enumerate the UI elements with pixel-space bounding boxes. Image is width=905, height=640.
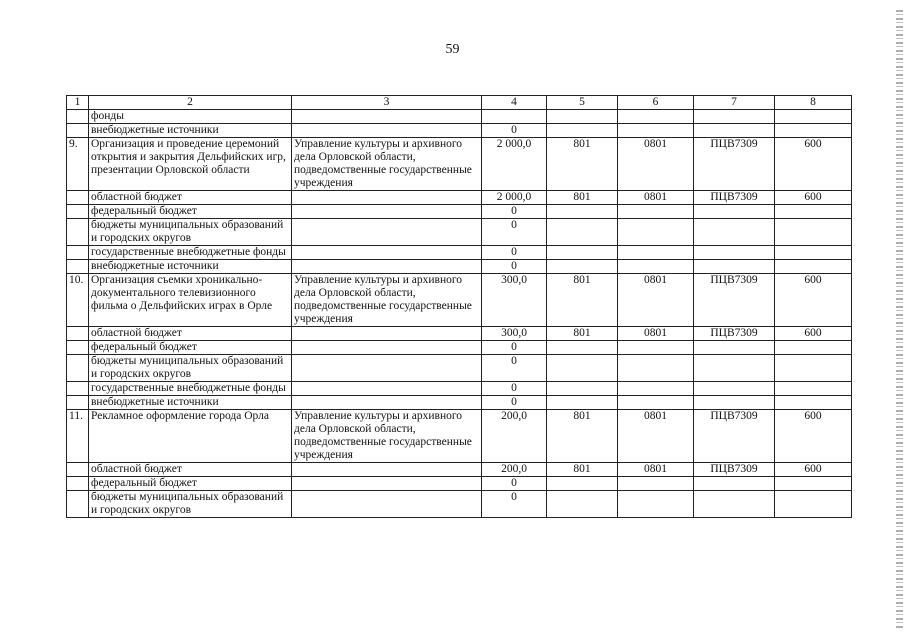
- code-cell: [547, 382, 618, 396]
- executor-text: Управление культуры и архивного дела Орловской области, подведомственные государственные учреждения: [292, 410, 482, 463]
- table-row: [67, 138, 852, 191]
- table-body: [67, 110, 852, 518]
- amount-cell: 200,0: [482, 463, 547, 477]
- section-cell: [618, 260, 694, 274]
- target-cell: [694, 382, 775, 396]
- type-cell: 600: [775, 327, 852, 341]
- executor-text: [292, 124, 482, 138]
- type-cell: 600: [775, 410, 852, 463]
- item-text: внебюджетные источники: [89, 260, 292, 274]
- row-index: [67, 355, 89, 382]
- executor-text: [292, 219, 482, 246]
- row-index: [67, 463, 89, 477]
- col-header: 4: [482, 96, 547, 110]
- page-number: 59: [445, 42, 460, 57]
- target-cell: [694, 246, 775, 260]
- code-cell: [547, 219, 618, 246]
- table-row: [67, 355, 852, 382]
- type-cell: [775, 477, 852, 491]
- section-cell: 0801: [618, 138, 694, 191]
- code-cell: [547, 205, 618, 219]
- section-cell: 0801: [618, 327, 694, 341]
- row-index: [67, 191, 89, 205]
- executor-text: Управление культуры и архивного дела Орловской области, подведомственные государственные учреждения: [292, 274, 482, 327]
- type-cell: [775, 491, 852, 518]
- item-text: областной бюджет: [89, 463, 292, 477]
- code-cell: 801: [547, 274, 618, 327]
- target-cell: [694, 260, 775, 274]
- target-cell: ПЦВ7309: [694, 274, 775, 327]
- target-cell: [694, 341, 775, 355]
- amount-cell: 0: [482, 341, 547, 355]
- section-cell: [618, 491, 694, 518]
- section-cell: [618, 110, 694, 124]
- amount-cell: 0: [482, 219, 547, 246]
- section-cell: [618, 246, 694, 260]
- target-cell: [694, 355, 775, 382]
- table-row: [67, 396, 852, 410]
- type-cell: [775, 246, 852, 260]
- executor-text: [292, 355, 482, 382]
- col-header: 7: [694, 96, 775, 110]
- section-cell: 0801: [618, 410, 694, 463]
- section-cell: [618, 341, 694, 355]
- budget-table: [66, 95, 852, 518]
- executor-text: [292, 260, 482, 274]
- row-index: [67, 246, 89, 260]
- col-header: 6: [618, 96, 694, 110]
- code-cell: [547, 491, 618, 518]
- item-text: внебюджетные источники: [89, 396, 292, 410]
- type-cell: [775, 205, 852, 219]
- executor-text: Управление культуры и архивного дела Орловской области, подведомственные государственные учреждения: [292, 138, 482, 191]
- col-header: 2: [89, 96, 292, 110]
- amount-cell: 0: [482, 382, 547, 396]
- type-cell: [775, 382, 852, 396]
- code-cell: 801: [547, 463, 618, 477]
- item-text: бюджеты муниципальных образований и городских округов: [89, 219, 292, 246]
- item-text: федеральный бюджет: [89, 205, 292, 219]
- target-cell: [694, 491, 775, 518]
- table-row: [67, 382, 852, 396]
- row-index: [67, 205, 89, 219]
- item-text: государственные внебюджетные фонды: [89, 246, 292, 260]
- type-cell: [775, 260, 852, 274]
- col-header: 8: [775, 96, 852, 110]
- table-row: [67, 463, 852, 477]
- type-cell: [775, 124, 852, 138]
- table-row: [67, 124, 852, 138]
- target-cell: ПЦВ7309: [694, 463, 775, 477]
- table-row: [67, 260, 852, 274]
- amount-cell: 2 000,0: [482, 138, 547, 191]
- col-header: 5: [547, 96, 618, 110]
- table-header-row: [67, 96, 852, 110]
- row-index: [67, 260, 89, 274]
- executor-text: [292, 477, 482, 491]
- code-cell: [547, 124, 618, 138]
- item-text: федеральный бюджет: [89, 477, 292, 491]
- row-index: 11.: [67, 410, 89, 463]
- amount-cell: 0: [482, 477, 547, 491]
- table-row: [67, 327, 852, 341]
- executor-text: [292, 396, 482, 410]
- item-text: государственные внебюджетные фонды: [89, 382, 292, 396]
- table-row: [67, 191, 852, 205]
- section-cell: [618, 477, 694, 491]
- row-index: 9.: [67, 138, 89, 191]
- target-cell: [694, 124, 775, 138]
- target-cell: ПЦВ7309: [694, 138, 775, 191]
- section-cell: [618, 396, 694, 410]
- amount-cell: 0: [482, 246, 547, 260]
- target-cell: ПЦВ7309: [694, 191, 775, 205]
- code-cell: [547, 260, 618, 274]
- section-cell: [618, 219, 694, 246]
- target-cell: ПЦВ7309: [694, 327, 775, 341]
- table-row: [67, 110, 852, 124]
- type-cell: [775, 110, 852, 124]
- executor-text: [292, 382, 482, 396]
- row-index: [67, 477, 89, 491]
- executor-text: [292, 191, 482, 205]
- type-cell: [775, 341, 852, 355]
- amount-cell: 0: [482, 491, 547, 518]
- code-cell: [547, 396, 618, 410]
- item-text: областной бюджет: [89, 327, 292, 341]
- code-cell: 801: [547, 138, 618, 191]
- scan-edge-artifact: [896, 10, 903, 630]
- amount-cell: 300,0: [482, 327, 547, 341]
- section-cell: 0801: [618, 463, 694, 477]
- amount-cell: [482, 110, 547, 124]
- type-cell: 600: [775, 274, 852, 327]
- amount-cell: 0: [482, 355, 547, 382]
- executor-text: [292, 491, 482, 518]
- code-cell: 801: [547, 191, 618, 205]
- row-index: [67, 491, 89, 518]
- executor-text: [292, 205, 482, 219]
- type-cell: 600: [775, 138, 852, 191]
- section-cell: 0801: [618, 274, 694, 327]
- col-header: 3: [292, 96, 482, 110]
- target-cell: [694, 219, 775, 246]
- table-row: [67, 341, 852, 355]
- code-cell: [547, 110, 618, 124]
- table-row: [67, 246, 852, 260]
- code-cell: [547, 341, 618, 355]
- row-index: [67, 382, 89, 396]
- type-cell: [775, 396, 852, 410]
- row-index: [67, 396, 89, 410]
- code-cell: [547, 355, 618, 382]
- amount-cell: 2 000,0: [482, 191, 547, 205]
- section-cell: [618, 382, 694, 396]
- code-cell: 801: [547, 327, 618, 341]
- row-index: [67, 341, 89, 355]
- table-row: [67, 205, 852, 219]
- item-text: внебюджетные источники: [89, 124, 292, 138]
- type-cell: [775, 219, 852, 246]
- type-cell: [775, 355, 852, 382]
- type-cell: 600: [775, 191, 852, 205]
- amount-cell: 200,0: [482, 410, 547, 463]
- target-cell: [694, 110, 775, 124]
- executor-text: [292, 327, 482, 341]
- code-cell: 801: [547, 410, 618, 463]
- target-cell: [694, 477, 775, 491]
- item-text: Организация съемки хроникально-документального телевизионного фильма о Дельфийских играх в Орле: [89, 274, 292, 327]
- executor-text: [292, 341, 482, 355]
- section-cell: [618, 205, 694, 219]
- section-cell: [618, 355, 694, 382]
- amount-cell: 0: [482, 396, 547, 410]
- target-cell: ПЦВ7309: [694, 410, 775, 463]
- item-text: Рекламное оформление города Орла: [89, 410, 292, 463]
- row-index: [67, 124, 89, 138]
- code-cell: [547, 477, 618, 491]
- amount-cell: 0: [482, 124, 547, 138]
- col-header: 1: [67, 96, 89, 110]
- table-row: [67, 219, 852, 246]
- executor-text: [292, 246, 482, 260]
- code-cell: [547, 246, 618, 260]
- row-index: [67, 110, 89, 124]
- amount-cell: 0: [482, 260, 547, 274]
- table-row: [67, 410, 852, 463]
- item-text: областной бюджет: [89, 191, 292, 205]
- item-text: бюджеты муниципальных образований и городских округов: [89, 491, 292, 518]
- table-row: [67, 274, 852, 327]
- executor-text: [292, 110, 482, 124]
- table-row: [67, 491, 852, 518]
- table-row: [67, 477, 852, 491]
- row-index: [67, 219, 89, 246]
- row-index: [67, 327, 89, 341]
- amount-cell: 300,0: [482, 274, 547, 327]
- row-index: 10.: [67, 274, 89, 327]
- section-cell: [618, 124, 694, 138]
- target-cell: [694, 396, 775, 410]
- type-cell: 600: [775, 463, 852, 477]
- executor-text: [292, 463, 482, 477]
- item-text: федеральный бюджет: [89, 341, 292, 355]
- target-cell: [694, 205, 775, 219]
- item-text: фонды: [89, 110, 292, 124]
- section-cell: 0801: [618, 191, 694, 205]
- item-text: Организация и проведение церемоний открытия и закрытия Дельфийских игр, презентации Орловской области: [89, 138, 292, 191]
- item-text: бюджеты муниципальных образований и городских округов: [89, 355, 292, 382]
- amount-cell: 0: [482, 205, 547, 219]
